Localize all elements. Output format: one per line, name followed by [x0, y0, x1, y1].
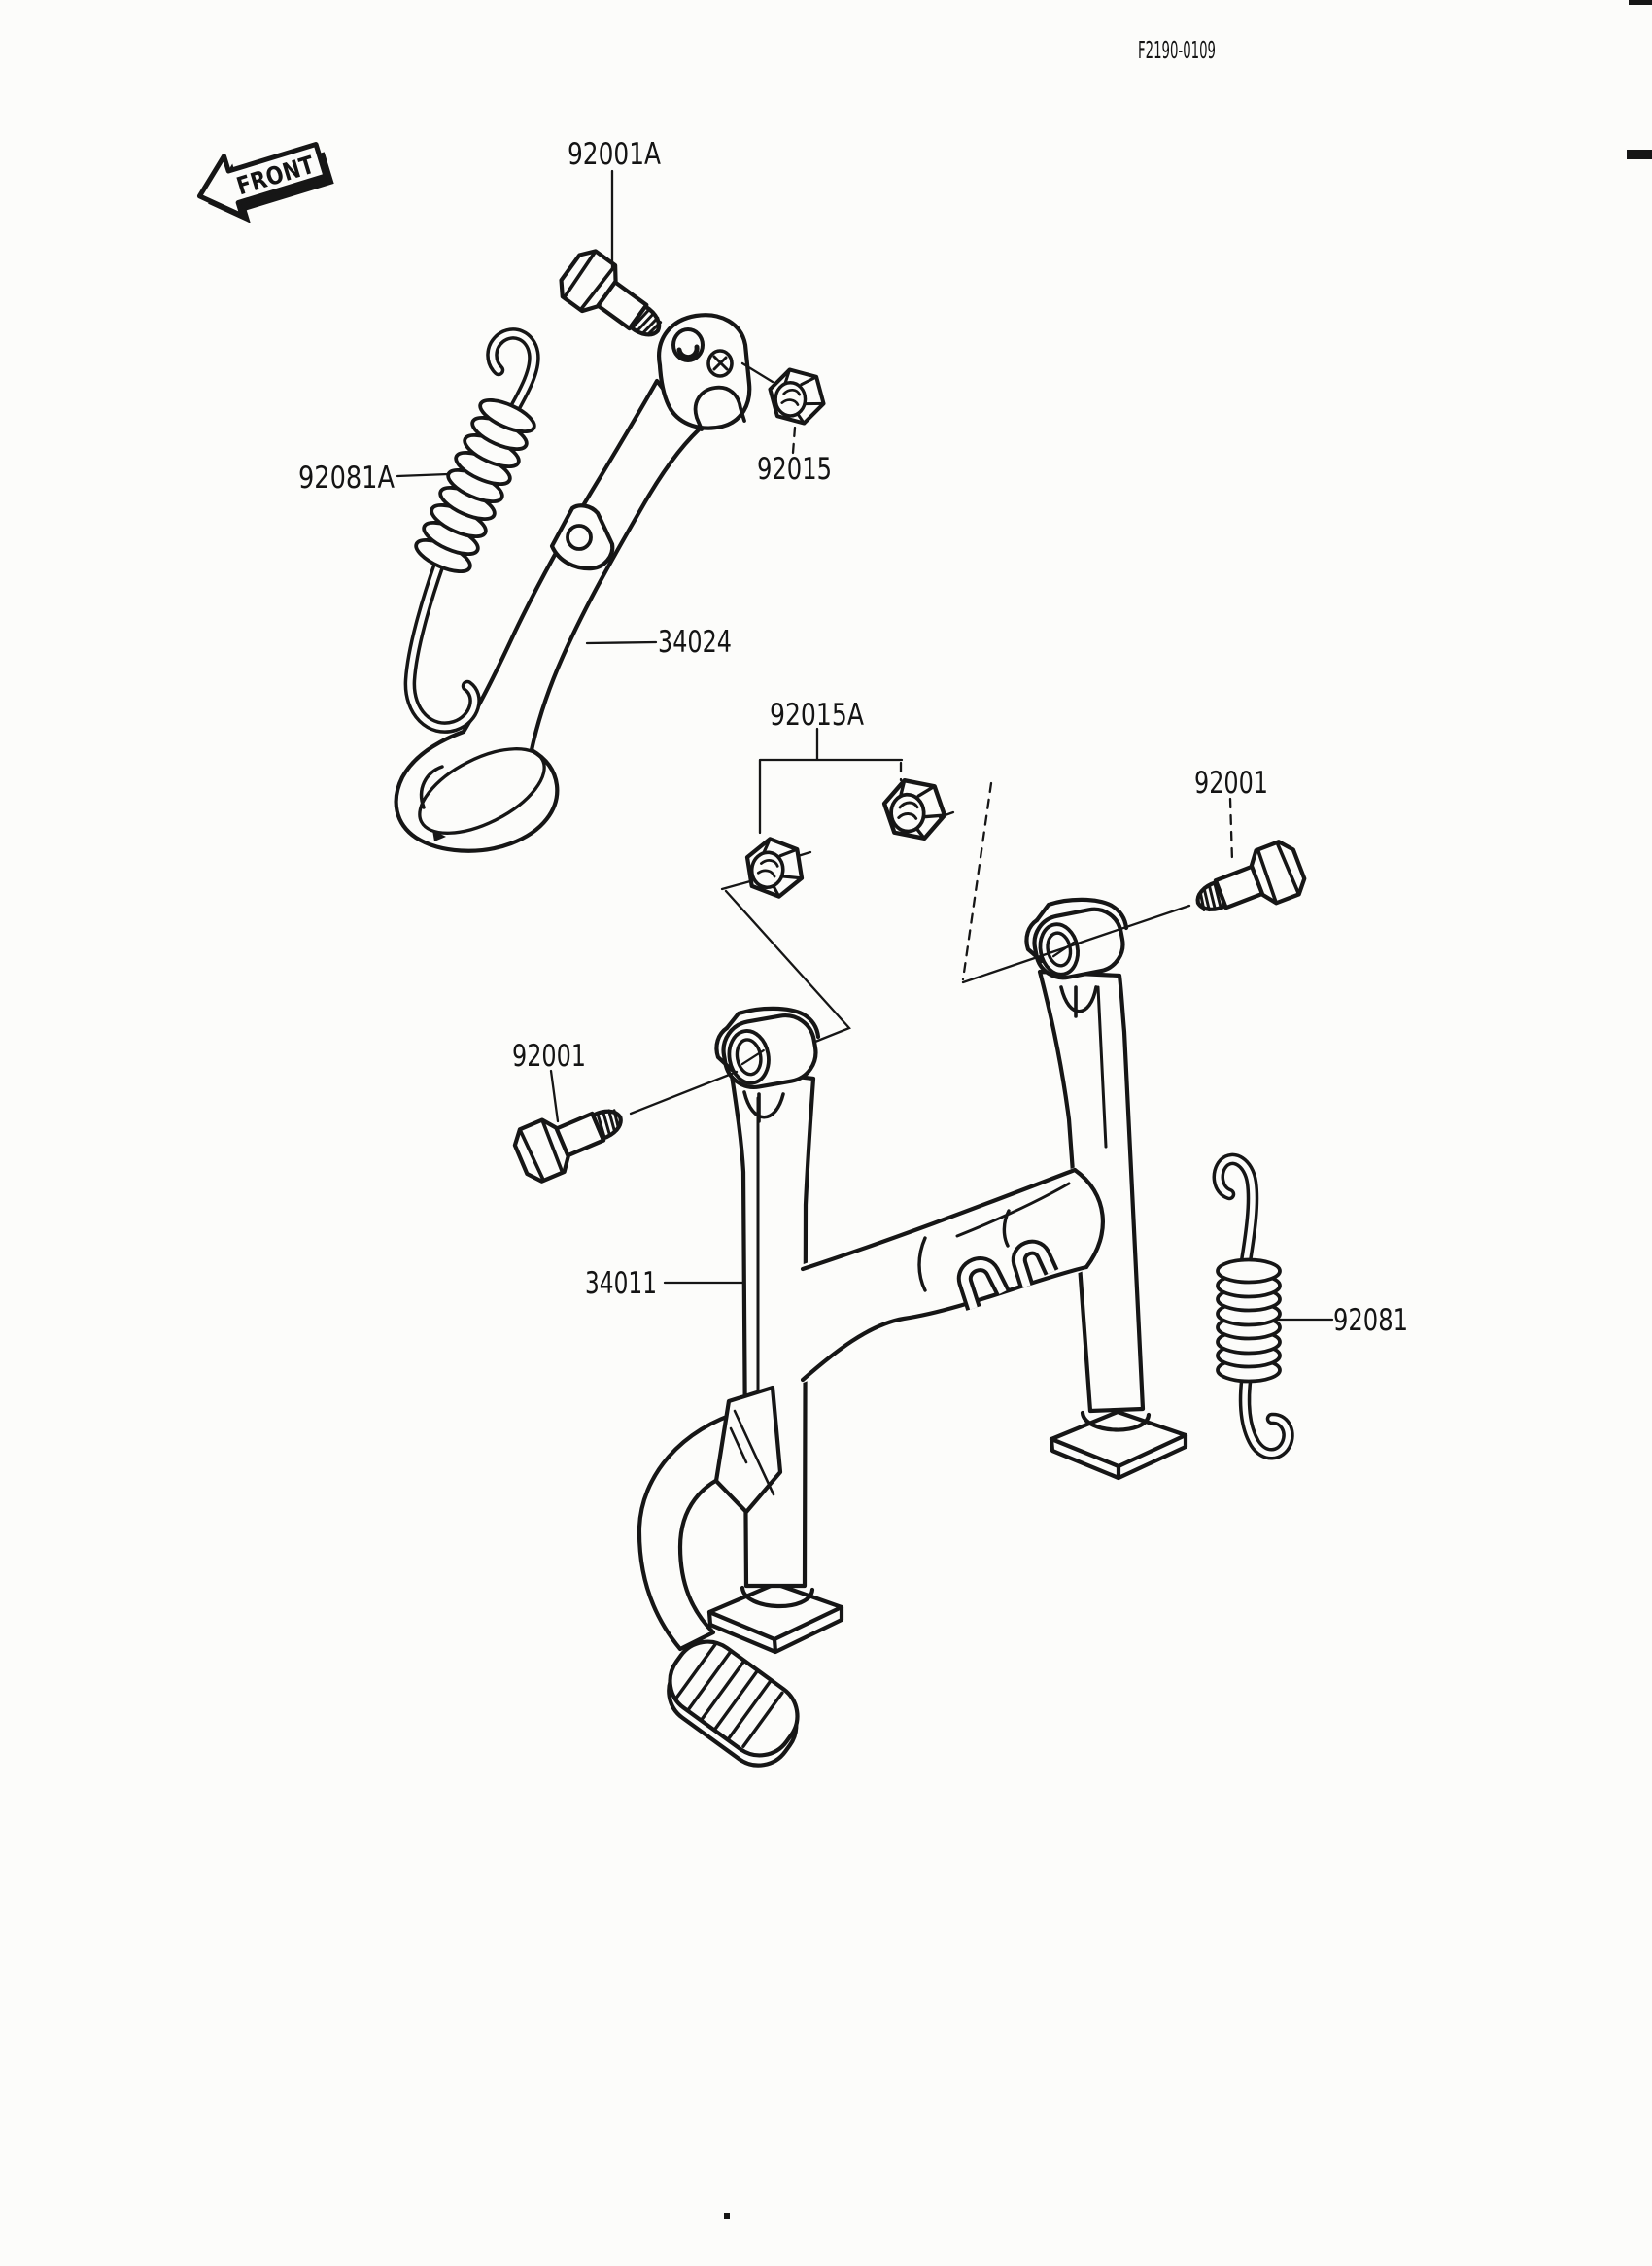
front-arrow [190, 127, 338, 235]
edge-mark-top [1629, 0, 1652, 5]
front-arrow-text: FRONT [233, 146, 333, 201]
center-stand [639, 900, 1186, 1778]
center-stand-nut-left-92015A [743, 837, 806, 899]
right-nut-pointer-dashed [963, 783, 991, 979]
part-label-34024: 34024 [658, 625, 732, 660]
part-label-92081: 92081 [1333, 1303, 1408, 1338]
spring-coil [1218, 1260, 1280, 1382]
part-label-92015: 92015 [757, 452, 832, 487]
side-stand-nut-92015 [770, 369, 823, 423]
part-label-92015A: 92015A [770, 698, 864, 733]
side-stand-clevis [659, 315, 749, 428]
figure-code: F2190-0109 [1138, 36, 1216, 64]
side-stand-bolt-92001A [554, 245, 674, 354]
speck-mark [724, 2213, 730, 2219]
part-label-92001-left: 92001 [512, 1039, 586, 1074]
side-stand-tab-hole [568, 526, 591, 549]
page-edge-marks [724, 0, 1652, 2219]
leader-92001-right [1230, 799, 1232, 861]
coil-loop [1218, 1260, 1280, 1283]
left-bolt-axis-pointer [631, 1072, 737, 1114]
center-stand-nut-right-92015A [883, 778, 946, 841]
pedal-pad [652, 1629, 814, 1778]
center-stand-spring [1218, 1159, 1289, 1454]
leader-92081A [397, 474, 448, 476]
part-label-92001-right: 92001 [1194, 766, 1268, 801]
part-label-34011: 34011 [585, 1266, 657, 1301]
edge-mark-side [1627, 150, 1652, 159]
center-stand-bolt-left-92001 [510, 1091, 632, 1185]
spring-bottom-hook-outer [410, 564, 475, 728]
leader-34024 [587, 642, 656, 643]
leader-92001-left [551, 1071, 558, 1121]
leader-92015A-bracket [760, 729, 902, 833]
center-stand-bolt-right-92001 [1188, 838, 1309, 929]
leader-92015 [793, 428, 795, 453]
side-stand [396, 315, 750, 850]
spring-coil [412, 394, 538, 577]
part-label-92081A: 92081A [298, 461, 395, 496]
part-label-92001A: 92001A [568, 137, 661, 172]
